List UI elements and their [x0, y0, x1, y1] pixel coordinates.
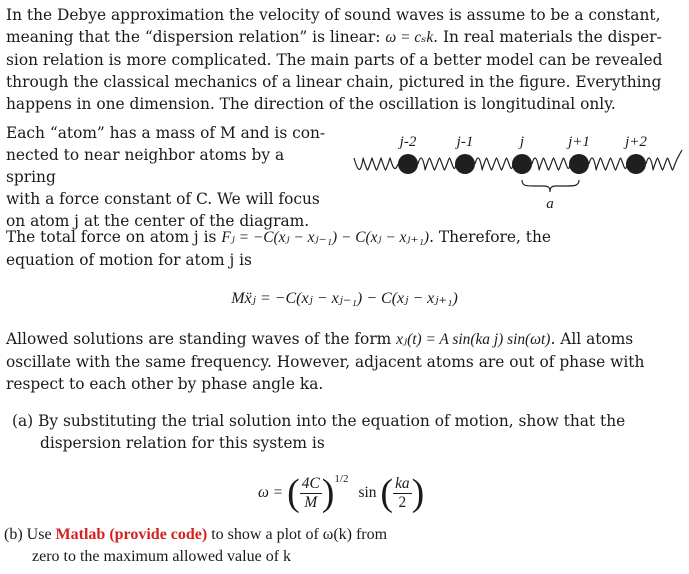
spring-4	[589, 158, 627, 170]
force-line-2: equation of motion for atom j is	[6, 251, 252, 269]
atom-j	[512, 154, 532, 174]
atom-line-3: with a force constant of C. We will focus	[6, 190, 320, 208]
spacing-label: a	[546, 196, 554, 212]
omega-equals: ω =	[258, 484, 284, 501]
force-equation: Fⱼ = −C(xⱼ − xⱼ₋₁) − C(xⱼ − xⱼ₊₁)	[221, 229, 430, 246]
solutions-line-2: oscillate with the same frequency. However, adjacent atoms are out of phase with	[6, 353, 645, 371]
force-line-1: The total force on atom j is Fⱼ = −C(xⱼ − xⱼ₋₁) − C(xⱼ − xⱼ₊₁). Therefore, the	[6, 228, 552, 246]
label-j-minus-1: j-1	[456, 134, 474, 150]
spring-3	[532, 158, 570, 170]
atom-line-4: on atom j at the center of the diagram.	[6, 212, 310, 230]
part-a-line-1: (a) By substituting the trial solution into the equation of motion, show that the	[12, 412, 626, 430]
fraction-ka-over-2: $\frac{ka}{2}$	[395, 474, 410, 511]
intro-line-3: sion relation is more complicated. The main parts of a better model can be revealed	[6, 51, 663, 69]
sin-function: sin	[358, 484, 377, 501]
trial-solution: xⱼ(t) = A sin(ka j) sin(ωt)	[396, 331, 551, 348]
part-b-line-2: zero to the maximum allowed value of k	[32, 548, 292, 565]
part-b-line-1: (b) Use Matlab (provide code) to show a plot of ω(k) from	[4, 526, 388, 543]
atom-j-minus-2	[398, 154, 418, 174]
linear-dispersion-math: ω = cₛk	[385, 29, 434, 46]
atom-j-plus-2	[626, 154, 646, 174]
spring-1	[418, 158, 456, 170]
dispersion-relation: ω = ( $\frac{4C}{M}$ ) 1/2 sin ( $\frac{ka}{2}$ )	[258, 468, 424, 518]
spring-right-end	[646, 150, 682, 170]
part-b	[4, 524, 683, 568]
solutions-line-1: Allowed solutions are standing waves of the form xⱼ(t) = A sin(ka j) sin(ωt). All atoms	[6, 330, 634, 348]
atom-j-plus-1	[569, 154, 589, 174]
solutions-line-3: respect to each other by phase angle ka.	[6, 375, 324, 393]
atom-line-1: Each “atom” has a mass of M and is con-	[6, 124, 326, 142]
spring-left-end	[354, 158, 398, 170]
spacing-brace	[522, 180, 579, 192]
atom-paragraph	[6, 122, 332, 232]
spring-2	[475, 158, 513, 170]
label-j: j	[519, 134, 525, 150]
exponent-half: 1/2	[334, 473, 349, 485]
intro-line-5: happens in one dimension. The direction of the oscillation is longitudinal only.	[6, 95, 616, 113]
fraction-4c-over-m: $\frac{4C}{M}$	[301, 474, 320, 511]
matlab-highlight: Matlab (provide code)	[55, 526, 208, 543]
atom-j-minus-1	[455, 154, 475, 174]
linear-chain-figure	[350, 124, 686, 216]
label-j-plus-2: j+2	[625, 134, 647, 150]
intro-line-1: In the Debye approximation the velocity of sound waves is assume to be a constant,	[6, 6, 661, 24]
label-j-minus-2: j-2	[399, 134, 417, 150]
solutions-paragraph	[6, 328, 683, 395]
intro-line-4: through the classical mechanics of a linear chain, pictured in the figure. Everything	[6, 73, 662, 91]
intro-paragraph	[6, 4, 683, 115]
part-a	[12, 410, 683, 454]
atom-line-2: nected to near neighbor atoms by a spring	[6, 146, 285, 186]
force-paragraph	[6, 226, 683, 271]
label-j-plus-1: j+1	[568, 134, 590, 150]
intro-line-2: meaning that the “dispersion relation” is linear: ω = cₛk. In real materials the disper-	[6, 28, 662, 46]
atoms	[398, 154, 646, 174]
part-a-line-2: dispersion relation for this system is	[40, 434, 325, 452]
equation-of-motion: Mẍⱼ = −C(xⱼ − xⱼ₋₁) − C(xⱼ − xⱼ₊₁)	[231, 290, 458, 307]
